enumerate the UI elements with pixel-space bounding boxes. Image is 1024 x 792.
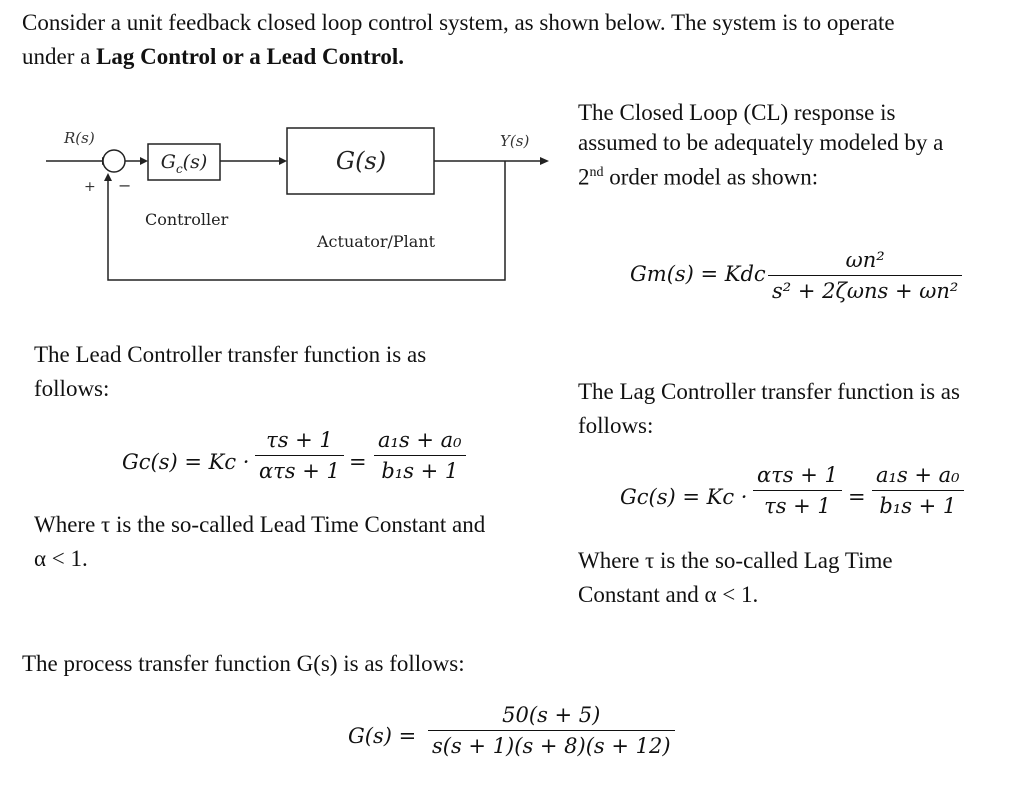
lead-frac2-numerator: a₁s + a₀: [378, 428, 462, 452]
output-label: Y(s): [500, 132, 530, 150]
lag-frac2-bar: [872, 490, 964, 491]
lead-frac1-numerator: τs + 1: [266, 428, 333, 452]
cl-text-3-sup: nd: [589, 165, 604, 180]
gm-denominator: s² + 2ζωns + ωn²: [772, 279, 959, 303]
lead-where-2: α < 1.: [34, 546, 88, 571]
lead-frac2-denominator: b₁s + 1: [381, 459, 459, 483]
cl-text-3-num: 2: [578, 164, 590, 190]
process-denominator: s(s + 1)(s + 8)(s + 12): [432, 734, 671, 758]
lead-frac1-denominator: ατs + 1: [259, 459, 340, 483]
cl-text-2: assumed to be adequately modeled by a: [578, 130, 944, 155]
cl-text-1: The Closed Loop (CL) response is: [578, 100, 896, 125]
process-intro: The process transfer function G(s) is as follows:: [22, 651, 465, 676]
lead-frac2-bar: [374, 455, 466, 456]
lag-intro-1: The Lag Controller transfer function is as: [578, 379, 960, 404]
plant-caption: Actuator/Plant: [317, 232, 436, 251]
intro-line-2-bold: Lag Control or a Lead Control.: [96, 44, 405, 69]
lag-frac2-denominator: b₁s + 1: [879, 494, 957, 518]
lag-fraction-1: [753, 463, 842, 518]
lead-equals-sign: =: [349, 450, 367, 474]
process-numerator: 50(s + 5): [502, 703, 601, 727]
plant-arrowhead: [279, 157, 287, 165]
lag-frac1-bar: [753, 490, 842, 491]
process-fraction-bar: [428, 730, 675, 731]
lag-equation-lhs: Gc(s) = Kc ·: [620, 485, 748, 509]
lead-fraction-1: [255, 428, 344, 483]
input-label: R(s): [64, 129, 95, 147]
lag-frac1-numerator: ατs + 1: [757, 463, 838, 487]
feedback-arrowhead: [104, 173, 112, 181]
lead-where-1: Where τ is the so-called Lead Time Constant and: [34, 512, 486, 537]
intro-line-1: Consider a unit feedback closed loop control system, as shown below. The system is to operate: [22, 10, 895, 35]
gm-numerator: ωn²: [845, 248, 885, 272]
lead-intro-2: follows:: [34, 376, 110, 401]
lag-fraction-2: [872, 463, 964, 518]
lag-frac2-numerator: a₁s + a₀: [876, 463, 960, 487]
lag-where-2: Constant and α < 1.: [578, 582, 759, 607]
controller-caption: Controller: [145, 210, 229, 229]
gm-fraction: [768, 248, 962, 303]
process-equation-lhs: G(s) =: [348, 724, 417, 748]
lead-frac1-bar: [255, 455, 344, 456]
lag-equals-sign: =: [848, 485, 866, 509]
cl-text-3-rest: order model as shown:: [603, 164, 819, 190]
lead-equation-lhs: Gc(s) = Kc ·: [122, 450, 250, 474]
intro-line-2-text: under a: [22, 44, 97, 69]
controller-arrowhead: [140, 157, 148, 165]
minus-sign: −: [118, 176, 132, 195]
output-arrowhead: [540, 157, 549, 165]
plant-block-label: G(s): [335, 147, 387, 175]
intro-line-2: [22, 40, 404, 73]
gm-equation-lhs: Gm(s) = Kdc: [630, 262, 766, 286]
summing-junction: [103, 150, 125, 172]
process-fraction: [428, 703, 675, 758]
plus-sign: +: [84, 179, 96, 195]
lead-fraction-2: [374, 428, 466, 483]
lead-intro-1: The Lead Controller transfer function is as: [34, 342, 427, 367]
gm-fraction-bar: [768, 275, 962, 276]
lag-frac1-denominator: τs + 1: [764, 494, 831, 518]
lag-where-1: Where τ is the so-called Lag Time: [578, 548, 893, 573]
cl-text-3: [578, 156, 818, 194]
controller-block-label: $G_c(s)$: [160, 151, 208, 176]
lag-intro-2: follows:: [578, 413, 654, 438]
